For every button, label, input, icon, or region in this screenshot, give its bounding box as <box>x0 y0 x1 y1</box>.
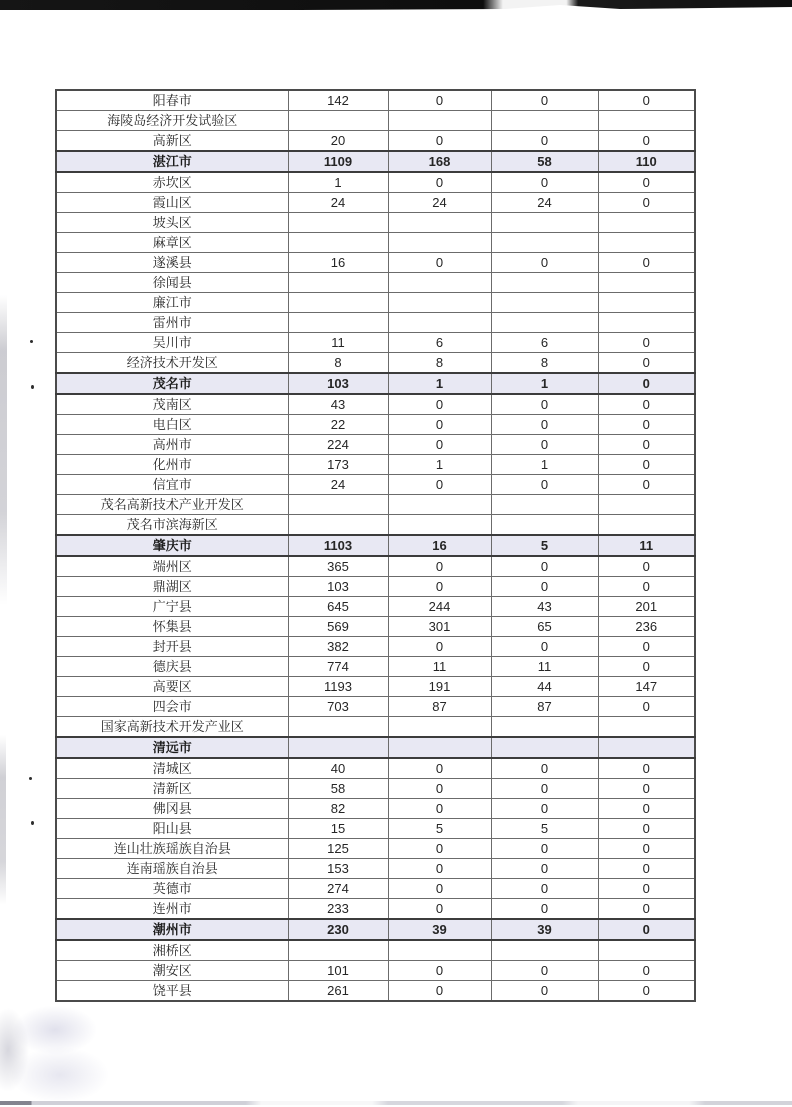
value-cell <box>598 940 695 961</box>
region-name-cell: 电白区 <box>56 415 288 435</box>
scan-speck <box>30 340 33 343</box>
value-cell <box>388 495 491 515</box>
value-cell <box>491 717 598 738</box>
region-name-cell: 佛冈县 <box>56 799 288 819</box>
value-cell: 24 <box>491 193 598 213</box>
value-cell: 230 <box>288 919 388 940</box>
value-cell: 82 <box>288 799 388 819</box>
value-cell: 0 <box>598 455 695 475</box>
value-cell: 87 <box>388 697 491 717</box>
table-row <box>56 273 695 293</box>
value-cell: 0 <box>388 839 491 859</box>
region-name-cell: 潮州市 <box>56 919 288 940</box>
table-row <box>56 435 695 455</box>
region-name-cell: 高新区 <box>56 131 288 152</box>
region-name-cell: 遂溪县 <box>56 253 288 273</box>
scan-speck <box>31 385 34 389</box>
value-cell: 191 <box>388 677 491 697</box>
value-cell <box>388 737 491 758</box>
region-name-cell: 高州市 <box>56 435 288 455</box>
value-cell: 0 <box>598 697 695 717</box>
value-cell <box>388 273 491 293</box>
region-name-cell: 雷州市 <box>56 313 288 333</box>
value-cell: 5 <box>491 819 598 839</box>
table-row <box>56 677 695 697</box>
value-cell: 24 <box>388 193 491 213</box>
value-cell: 39 <box>388 919 491 940</box>
value-cell: 0 <box>388 394 491 415</box>
table-row <box>56 859 695 879</box>
value-cell: 0 <box>598 839 695 859</box>
value-cell <box>288 213 388 233</box>
table-row <box>56 455 695 475</box>
region-name-cell: 阳春市 <box>56 90 288 111</box>
table-row <box>56 981 695 1002</box>
value-cell: 11 <box>491 657 598 677</box>
value-cell: 1193 <box>288 677 388 697</box>
value-cell: 44 <box>491 677 598 697</box>
value-cell: 0 <box>491 475 598 495</box>
value-cell: 0 <box>598 131 695 152</box>
value-cell <box>491 737 598 758</box>
value-cell: 0 <box>598 394 695 415</box>
value-cell: 201 <box>598 597 695 617</box>
value-cell: 173 <box>288 455 388 475</box>
table-row <box>56 899 695 920</box>
table-row <box>56 475 695 495</box>
table-row <box>56 617 695 637</box>
value-cell: 645 <box>288 597 388 617</box>
value-cell: 0 <box>388 961 491 981</box>
value-cell: 0 <box>598 779 695 799</box>
region-name-cell: 鼎湖区 <box>56 577 288 597</box>
table-row <box>56 940 695 961</box>
value-cell: 0 <box>388 879 491 899</box>
table-row <box>56 415 695 435</box>
table-row <box>56 717 695 738</box>
table-row <box>56 313 695 333</box>
value-cell <box>288 515 388 536</box>
value-cell: 0 <box>491 839 598 859</box>
value-cell: 103 <box>288 373 388 394</box>
value-cell <box>598 293 695 313</box>
value-cell: 0 <box>598 637 695 657</box>
scan-bottom-edge-line <box>0 1101 792 1105</box>
value-cell <box>598 111 695 131</box>
table-row <box>56 293 695 313</box>
value-cell: 382 <box>288 637 388 657</box>
table-row <box>56 697 695 717</box>
value-cell: 43 <box>491 597 598 617</box>
value-cell: 0 <box>598 172 695 193</box>
table-row <box>56 556 695 577</box>
value-cell: 0 <box>491 415 598 435</box>
value-cell <box>388 213 491 233</box>
scan-left-smudge <box>0 735 6 905</box>
region-name-cell: 吴川市 <box>56 333 288 353</box>
value-cell: 0 <box>388 859 491 879</box>
table-row <box>56 779 695 799</box>
value-cell: 0 <box>598 90 695 111</box>
value-cell: 1 <box>491 455 598 475</box>
value-cell: 1 <box>388 455 491 475</box>
table-row <box>56 515 695 536</box>
region-name-cell: 连南瑶族自治县 <box>56 859 288 879</box>
region-statistics-table <box>55 89 696 1002</box>
value-cell <box>598 313 695 333</box>
region-name-cell: 化州市 <box>56 455 288 475</box>
value-cell <box>288 717 388 738</box>
table-row <box>56 233 695 253</box>
value-cell: 0 <box>491 899 598 920</box>
value-cell <box>288 293 388 313</box>
value-cell: 0 <box>388 799 491 819</box>
value-cell: 0 <box>598 193 695 213</box>
value-cell <box>491 273 598 293</box>
value-cell: 0 <box>598 899 695 920</box>
value-cell: 236 <box>598 617 695 637</box>
table-row <box>56 879 695 899</box>
value-cell: 8 <box>288 353 388 374</box>
value-cell: 0 <box>388 475 491 495</box>
scan-top-edge-band <box>0 0 792 10</box>
value-cell: 0 <box>491 758 598 779</box>
table-row <box>56 961 695 981</box>
value-cell: 8 <box>388 353 491 374</box>
value-cell <box>491 495 598 515</box>
value-cell: 125 <box>288 839 388 859</box>
table-body <box>56 90 695 1001</box>
value-cell: 11 <box>388 657 491 677</box>
value-cell: 87 <box>491 697 598 717</box>
value-cell: 5 <box>388 819 491 839</box>
value-cell: 569 <box>288 617 388 637</box>
value-cell: 0 <box>598 859 695 879</box>
value-cell <box>491 213 598 233</box>
region-name-cell: 连州市 <box>56 899 288 920</box>
value-cell: 0 <box>388 435 491 455</box>
region-name-cell: 阳山县 <box>56 819 288 839</box>
value-cell <box>491 515 598 536</box>
value-cell <box>288 111 388 131</box>
region-name-cell: 茂名市滨海新区 <box>56 515 288 536</box>
value-cell: 0 <box>388 899 491 920</box>
region-name-cell: 茂南区 <box>56 394 288 415</box>
table-row <box>56 799 695 819</box>
region-name-cell: 赤坎区 <box>56 172 288 193</box>
value-cell <box>288 737 388 758</box>
region-name-cell: 湛江市 <box>56 151 288 172</box>
value-cell <box>598 213 695 233</box>
value-cell: 774 <box>288 657 388 677</box>
region-name-cell: 国家高新技术开发产业区 <box>56 717 288 738</box>
region-name-cell: 海陵岛经济开发试验区 <box>56 111 288 131</box>
value-cell: 0 <box>388 172 491 193</box>
table-row <box>56 657 695 677</box>
value-cell: 365 <box>288 556 388 577</box>
scan-speck <box>31 821 34 825</box>
value-cell: 274 <box>288 879 388 899</box>
region-name-cell: 茂名市 <box>56 373 288 394</box>
city-summary-row <box>56 737 695 758</box>
region-name-cell: 麻章区 <box>56 233 288 253</box>
value-cell: 0 <box>598 961 695 981</box>
city-summary-row <box>56 373 695 394</box>
table-row <box>56 839 695 859</box>
city-summary-row <box>56 919 695 940</box>
value-cell: 110 <box>598 151 695 172</box>
value-cell: 244 <box>388 597 491 617</box>
region-name-cell: 连山壮族瑶族自治县 <box>56 839 288 859</box>
value-cell <box>598 717 695 738</box>
region-name-cell: 饶平县 <box>56 981 288 1002</box>
city-summary-row <box>56 151 695 172</box>
table-row <box>56 394 695 415</box>
value-cell: 101 <box>288 961 388 981</box>
table-row <box>56 172 695 193</box>
value-cell <box>598 233 695 253</box>
value-cell: 0 <box>491 394 598 415</box>
value-cell: 233 <box>288 899 388 920</box>
table-row <box>56 819 695 839</box>
value-cell: 0 <box>388 758 491 779</box>
value-cell: 1103 <box>288 535 388 556</box>
value-cell: 0 <box>598 819 695 839</box>
table-row <box>56 193 695 213</box>
value-cell <box>388 313 491 333</box>
value-cell: 1 <box>491 373 598 394</box>
value-cell: 0 <box>388 131 491 152</box>
region-name-cell: 湘桥区 <box>56 940 288 961</box>
value-cell: 39 <box>491 919 598 940</box>
value-cell: 0 <box>598 657 695 677</box>
value-cell: 168 <box>388 151 491 172</box>
value-cell: 103 <box>288 577 388 597</box>
value-cell <box>288 495 388 515</box>
value-cell <box>388 233 491 253</box>
value-cell: 0 <box>388 577 491 597</box>
region-name-cell: 清远市 <box>56 737 288 758</box>
region-name-cell: 潮安区 <box>56 961 288 981</box>
region-name-cell: 廉江市 <box>56 293 288 313</box>
table-row <box>56 253 695 273</box>
region-name-cell: 徐闻县 <box>56 273 288 293</box>
value-cell <box>288 233 388 253</box>
region-name-cell: 霞山区 <box>56 193 288 213</box>
region-name-cell: 茂名高新技术产业开发区 <box>56 495 288 515</box>
value-cell: 43 <box>288 394 388 415</box>
value-cell: 6 <box>388 333 491 353</box>
region-name-cell: 怀集县 <box>56 617 288 637</box>
value-cell <box>388 111 491 131</box>
value-cell: 0 <box>491 253 598 273</box>
value-cell: 0 <box>491 961 598 981</box>
region-name-cell: 英德市 <box>56 879 288 899</box>
region-name-cell: 四会市 <box>56 697 288 717</box>
value-cell: 147 <box>598 677 695 697</box>
table-row <box>56 111 695 131</box>
table-row <box>56 213 695 233</box>
value-cell: 0 <box>388 415 491 435</box>
value-cell <box>491 940 598 961</box>
value-cell: 24 <box>288 193 388 213</box>
value-cell: 0 <box>598 758 695 779</box>
value-cell: 142 <box>288 90 388 111</box>
value-cell: 0 <box>388 253 491 273</box>
value-cell <box>598 495 695 515</box>
value-cell <box>491 313 598 333</box>
value-cell: 5 <box>491 535 598 556</box>
value-cell: 65 <box>491 617 598 637</box>
value-cell <box>491 293 598 313</box>
city-summary-row <box>56 535 695 556</box>
value-cell: 703 <box>288 697 388 717</box>
value-cell <box>388 515 491 536</box>
value-cell: 58 <box>288 779 388 799</box>
value-cell: 0 <box>491 172 598 193</box>
value-cell <box>598 737 695 758</box>
value-cell: 0 <box>598 919 695 940</box>
table-row <box>56 758 695 779</box>
value-cell: 11 <box>598 535 695 556</box>
value-cell: 0 <box>388 637 491 657</box>
value-cell <box>288 313 388 333</box>
table-row <box>56 495 695 515</box>
value-cell: 6 <box>491 333 598 353</box>
value-cell <box>288 273 388 293</box>
value-cell: 0 <box>491 577 598 597</box>
region-name-cell: 清城区 <box>56 758 288 779</box>
value-cell: 0 <box>598 879 695 899</box>
value-cell <box>288 940 388 961</box>
value-cell: 1 <box>288 172 388 193</box>
region-name-cell: 信宜市 <box>56 475 288 495</box>
table-row <box>56 333 695 353</box>
scan-speck <box>29 777 32 780</box>
value-cell: 0 <box>491 435 598 455</box>
value-cell: 16 <box>388 535 491 556</box>
region-name-cell: 德庆县 <box>56 657 288 677</box>
value-cell: 0 <box>598 435 695 455</box>
value-cell <box>598 515 695 536</box>
value-cell: 8 <box>491 353 598 374</box>
table-row <box>56 90 695 111</box>
value-cell: 0 <box>388 779 491 799</box>
region-name-cell: 封开县 <box>56 637 288 657</box>
value-cell: 24 <box>288 475 388 495</box>
value-cell: 224 <box>288 435 388 455</box>
table-row <box>56 597 695 617</box>
value-cell: 0 <box>598 333 695 353</box>
value-cell: 0 <box>598 556 695 577</box>
value-cell: 0 <box>491 637 598 657</box>
value-cell: 1 <box>388 373 491 394</box>
value-cell: 0 <box>491 799 598 819</box>
value-cell: 301 <box>388 617 491 637</box>
value-cell: 0 <box>598 475 695 495</box>
region-name-cell: 肇庆市 <box>56 535 288 556</box>
region-name-cell: 经济技术开发区 <box>56 353 288 374</box>
region-name-cell: 广宁县 <box>56 597 288 617</box>
value-cell: 0 <box>598 415 695 435</box>
value-cell: 0 <box>491 90 598 111</box>
value-cell <box>388 717 491 738</box>
value-cell: 1109 <box>288 151 388 172</box>
value-cell: 0 <box>598 353 695 374</box>
table-row <box>56 131 695 152</box>
scan-bottom-left-smudge <box>0 1000 170 1100</box>
table-row <box>56 577 695 597</box>
scan-left-smudge <box>0 295 7 605</box>
value-cell: 0 <box>491 556 598 577</box>
value-cell: 0 <box>598 253 695 273</box>
value-cell: 0 <box>598 577 695 597</box>
value-cell: 22 <box>288 415 388 435</box>
value-cell <box>491 111 598 131</box>
table-row <box>56 637 695 657</box>
value-cell: 153 <box>288 859 388 879</box>
region-name-cell: 清新区 <box>56 779 288 799</box>
value-cell: 11 <box>288 333 388 353</box>
value-cell: 0 <box>388 981 491 1002</box>
value-cell: 0 <box>491 981 598 1002</box>
value-cell: 16 <box>288 253 388 273</box>
value-cell: 40 <box>288 758 388 779</box>
table-row <box>56 353 695 374</box>
value-cell <box>491 233 598 253</box>
value-cell: 0 <box>491 879 598 899</box>
region-name-cell: 端州区 <box>56 556 288 577</box>
region-name-cell: 坡头区 <box>56 213 288 233</box>
value-cell: 0 <box>491 859 598 879</box>
value-cell: 0 <box>388 90 491 111</box>
value-cell: 0 <box>388 556 491 577</box>
value-cell: 261 <box>288 981 388 1002</box>
value-cell: 58 <box>491 151 598 172</box>
value-cell <box>598 273 695 293</box>
value-cell: 0 <box>491 131 598 152</box>
value-cell: 0 <box>598 373 695 394</box>
value-cell: 20 <box>288 131 388 152</box>
value-cell: 0 <box>598 799 695 819</box>
value-cell <box>388 940 491 961</box>
value-cell: 0 <box>491 779 598 799</box>
value-cell: 15 <box>288 819 388 839</box>
value-cell: 0 <box>598 981 695 1002</box>
value-cell <box>388 293 491 313</box>
region-name-cell: 高要区 <box>56 677 288 697</box>
